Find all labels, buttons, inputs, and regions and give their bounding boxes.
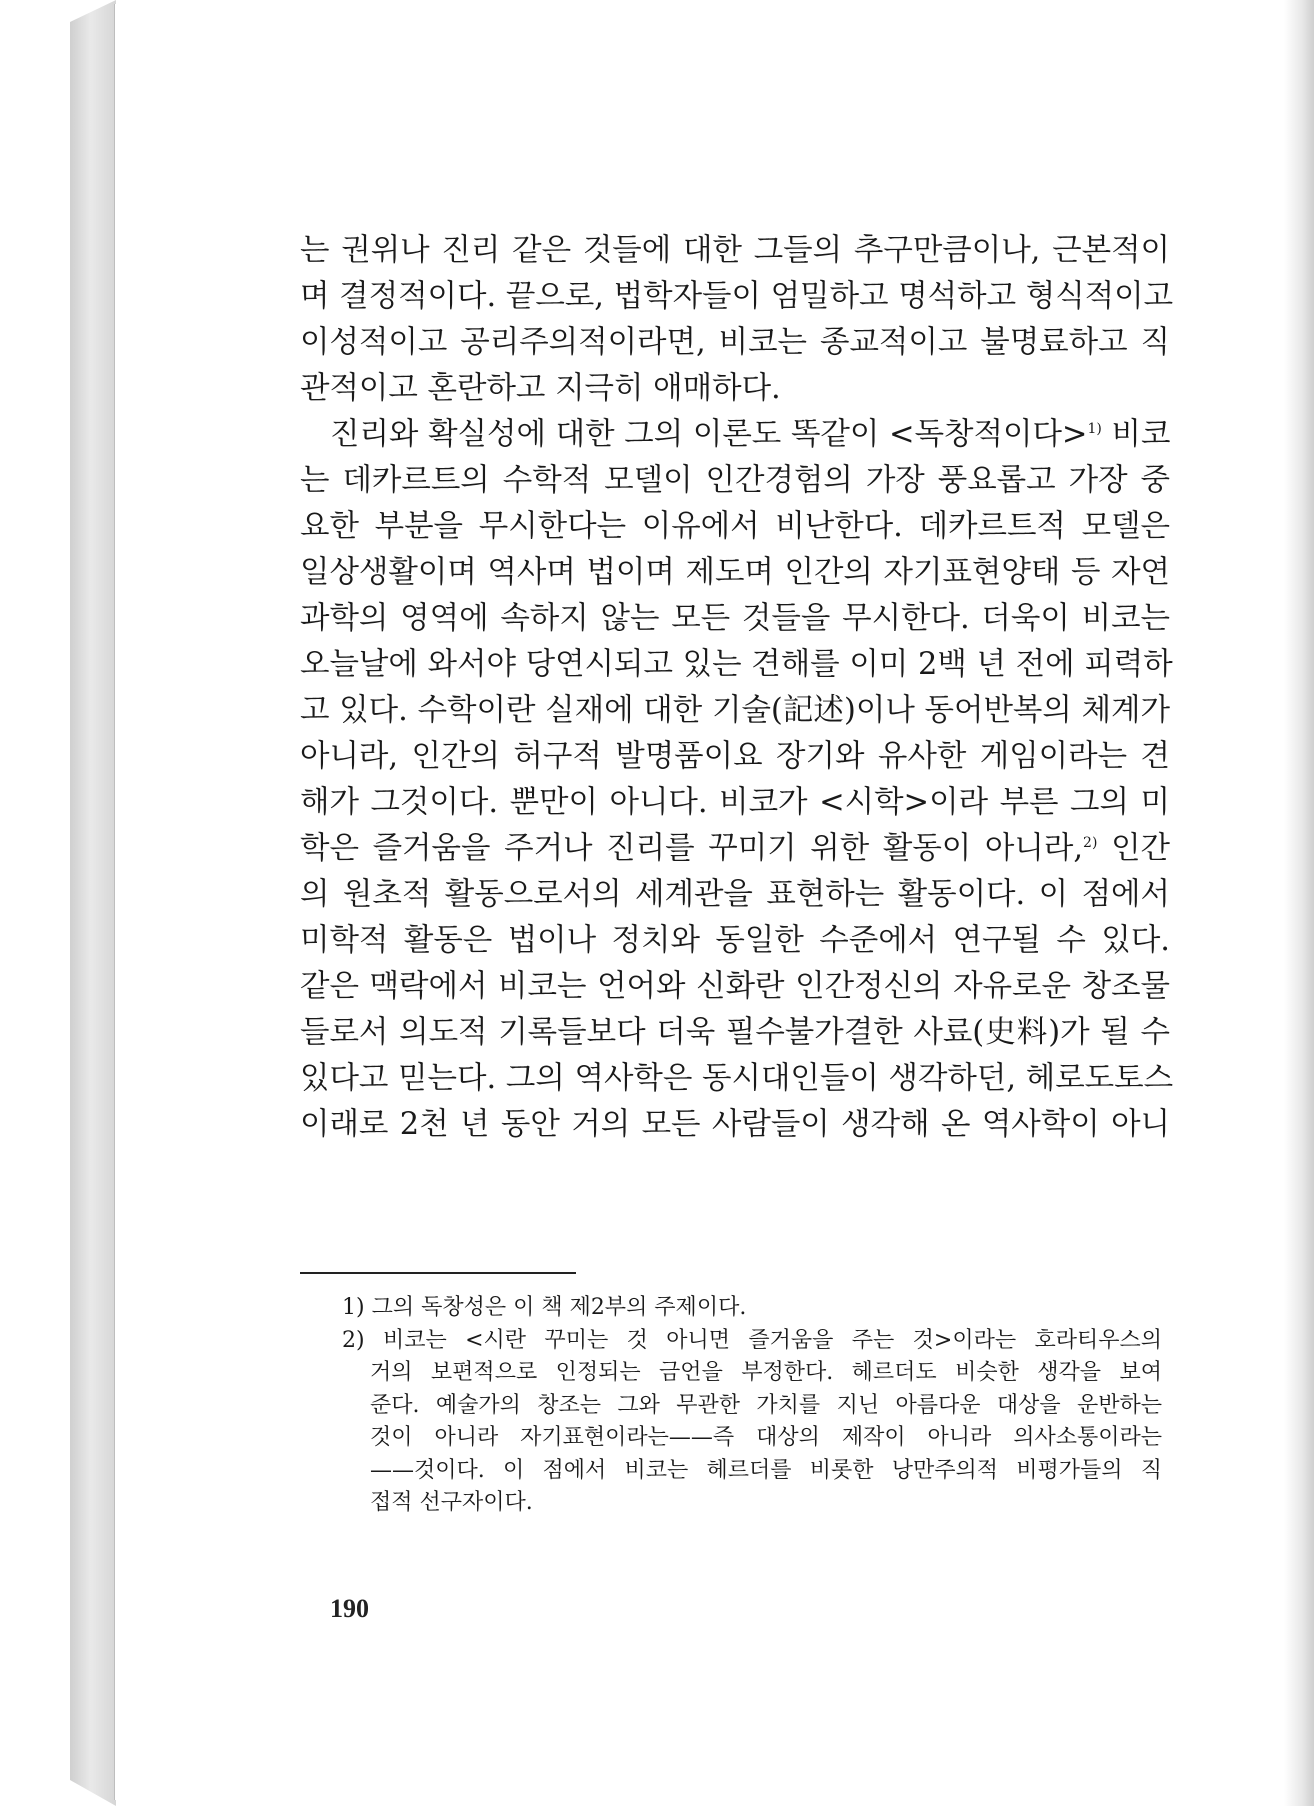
page-edge-shadow	[1284, 0, 1314, 1806]
footnote-2-line-1: 2) 비코는 <시란 꾸미는 것 아니면 즐거움을 주는 것>이라는 호라티우스의	[342, 1327, 1162, 1353]
footnote-2-line-4: 것이 아니라 자기표현이라는——즉 대상의 제작이 아니라 의사소통이라는	[370, 1425, 1162, 1450]
body-text	[300, 228, 1174, 1148]
body-line-19: 있다고 믿는다. 그의 역사학은 동시대인들이 생각하던, 헤로도토스	[300, 1061, 1174, 1096]
footnote-rule	[300, 1272, 576, 1274]
body-line-9: 과학의 영역에 속하지 않는 모든 것들을 무시한다. 더욱이 비코는	[300, 601, 1170, 636]
footnote-1: 1) 그의 독창성은 이 책 제2부의 주제이다.	[342, 1295, 747, 1320]
footnotes	[342, 1292, 1162, 1520]
body-line-12: 아니라, 인간의 허구적 발명품이요 장기와 유사한 게임이라는 견	[300, 739, 1170, 774]
body-line-1: 는 권위나 진리 같은 것들에 대한 그들의 추구만큼이나, 근본적이	[300, 233, 1170, 268]
footnote-2-line-6: 접적 선구자이다.	[370, 1490, 533, 1515]
body-line-15: 의 원초적 활동으로서의 세계관을 표현하는 활동이다. 이 점에서	[300, 877, 1170, 912]
body-line-8: 일상생활이며 역사며 법이며 제도며 인간의 자기표현양태 등 자연	[300, 555, 1170, 590]
body-line-3: 이성적이고 공리주의적이라면, 비코는 종교적이고 불명료하고 직	[300, 325, 1170, 360]
body-line-14	[300, 826, 1170, 872]
footnote-ref-1: 1)	[1087, 420, 1102, 437]
body-line-5-tail: 비코	[1101, 417, 1171, 452]
body-line-11: 고 있다. 수학이란 실재에 대한 기술(記述)이나 동어반복의 체계가	[300, 693, 1170, 728]
body-line-17: 같은 맥락에서 비코는 언어와 신화란 인간정신의 자유로운 창조물	[300, 969, 1170, 1004]
body-line-14-tail: 인간	[1097, 831, 1170, 866]
body-line-7: 요한 부분을 무시한다는 이유에서 비난한다. 데카르트적 모델은	[300, 509, 1170, 544]
body-line-13: 해가 그것이다. 뿐만이 아니다. 비코가 <시학>이라 부른 그의 미	[300, 785, 1170, 820]
body-line-16: 미학적 활동은 법이나 정치와 동일한 수준에서 연구될 수 있다.	[300, 923, 1170, 958]
body-line-14-text: 학은 즐거움을 주거나 진리를 꾸미기 위한 활동이 아니라,	[300, 831, 1084, 866]
body-line-5	[300, 412, 1170, 458]
body-line-2: 며 결정적이다. 끝으로, 법학자들이 엄밀하고 명석하고 형식적이고	[300, 279, 1174, 314]
footnote-2-line-3: 준다. 예술가의 창조는 그와 무관한 가치를 지닌 아름다운 대상을 운반하는	[370, 1392, 1162, 1418]
body-line-20: 이래로 2천 년 동안 거의 모든 사람들이 생각해 온 역사학이 아니	[300, 1107, 1170, 1142]
body-line-4: 관적이고 혼란하고 지극히 애매하다.	[300, 371, 781, 406]
book-spine	[70, 0, 116, 1806]
footnote-2-line-5: ——것이다. 이 점에서 비코는 헤르더를 비롯한 낭만주의적 비평가들의 직	[370, 1457, 1162, 1483]
page-number: 190	[330, 1594, 369, 1623]
body-line-18: 들로서 의도적 기록들보다 더욱 필수불가결한 사료(史料)가 될 수	[300, 1015, 1170, 1050]
body-line-6: 는 데카르트의 수학적 모델이 인간경험의 가장 풍요롭고 가장 중	[300, 463, 1170, 498]
footnote-ref-2: 2)	[1083, 834, 1098, 851]
body-line-5-text: 진리와 확실성에 대한 그의 이론도 똑같이 <독창적이다>	[330, 417, 1088, 452]
body-line-10: 오늘날에 와서야 당연시되고 있는 견해를 이미 2백 년 전에 피력하	[300, 647, 1173, 682]
footnote-2-line-2: 거의 보편적으로 인정되는 금언을 부정한다. 헤르더도 비슷한 생각을 보여	[370, 1360, 1162, 1385]
